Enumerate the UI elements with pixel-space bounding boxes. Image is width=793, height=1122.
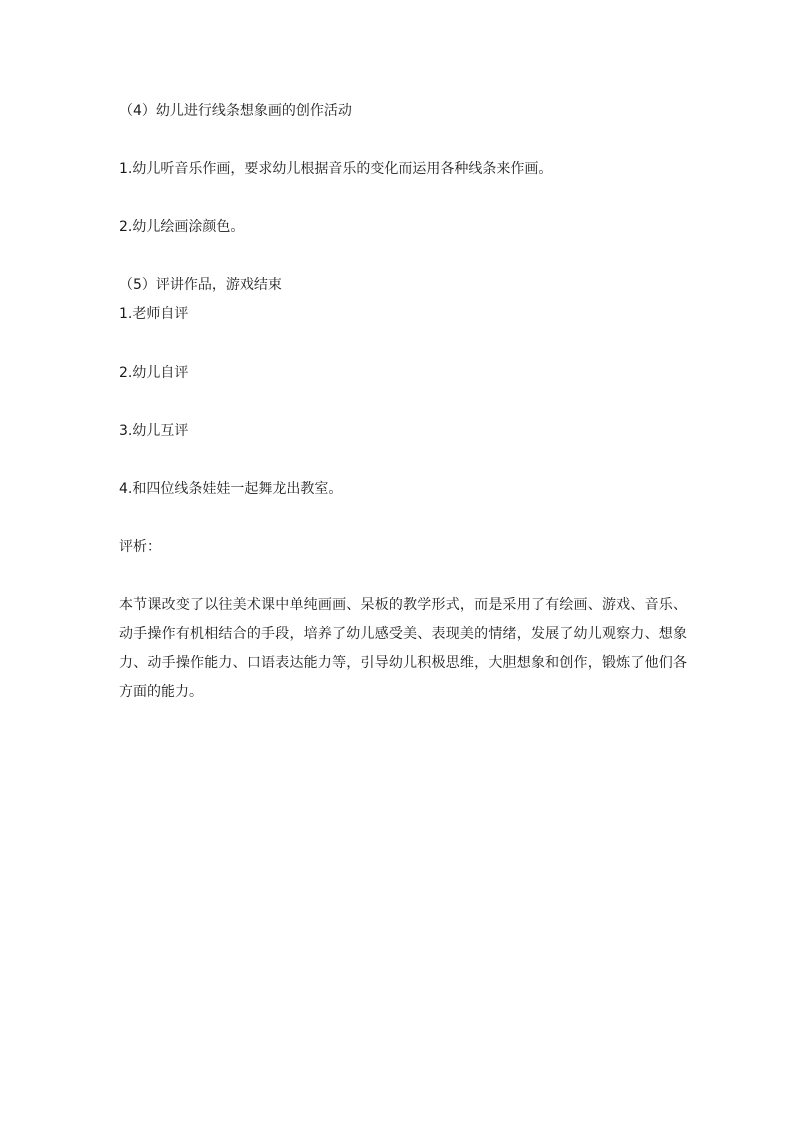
- section4-heading: （4）幼儿进行线条想象画的创作活动: [119, 103, 352, 119]
- section4-item-1: 1.幼儿听音乐作画，要求幼儿根据音乐的变化而运用各种线条来作画。: [119, 161, 553, 177]
- section5-item-3: 3.幼儿互评: [119, 423, 189, 439]
- section5-item-4: 4.和四位线条娃娃一起舞龙出教室。: [119, 481, 343, 497]
- section5-item-1: 1.老师自评: [119, 306, 189, 322]
- section5-item-2: 2.幼儿自评: [119, 365, 189, 381]
- analysis-label: 评析：: [119, 539, 161, 555]
- analysis-paragraph: 本节课改变了以往美术课中单纯画画、呆板的教学形式，而是采用了有绘画、游戏、音乐、动手操作有机相结合的手段，培养了幼儿感受美、表现美的情绪，发展了幼儿观察力、想象力、动手操作能力、口语表达能力等，引导幼儿积极思维，大胆想象和创作，锻炼了他们各方面的能力。: [119, 597, 687, 700]
- section5-heading: （5）评讲作品，游戏结束: [119, 277, 282, 293]
- section4-item-2: 2.幼儿绘画涂颜色。: [119, 219, 245, 235]
